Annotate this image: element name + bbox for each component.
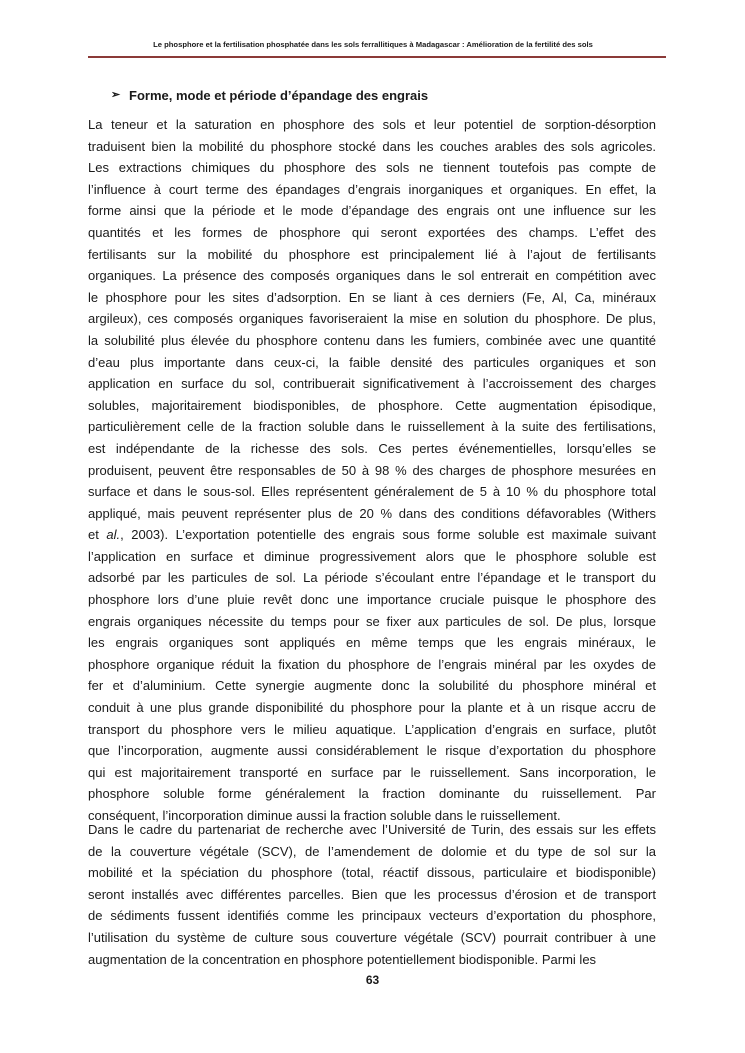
text-line: d’eau plus importante dans ceux-ci, la faible densité des particules organiques et son: [88, 354, 656, 370]
text-line: l’utilisation du système de culture sous couverture végétale (SCV) pourrait contribuer à une: [88, 929, 656, 945]
paragraph-2: [88, 819, 656, 970]
text-line: de sédiments fussent identifiés comme les principaux vecteurs d’exportation du phosphore,: [88, 908, 656, 924]
text-line: adsorbé par les particules de sol. La période s’écoulant entre l’épandage et le transport du: [88, 570, 656, 586]
text-line: l’application en surface et diminue progressivement alors que le phosphore soluble est: [88, 548, 656, 564]
paragraph-1: [88, 114, 656, 827]
text-line: quantités et les formes de phosphore qui seront exportées des champs. L’effet des: [88, 224, 656, 240]
text-line: surface et dans le sous-sol. Elles représentent généralement de 5 à 10 % du phosphore total: [88, 484, 656, 500]
text-line: de la couverture végétale (SCV), de l’amendement de dolomie et du type de sol sur la: [88, 843, 656, 859]
text-line: fer et d’aluminium. Cette synergie augmente donc la solubilité du phosphore minéral et: [88, 678, 656, 694]
text-line: mobilité et la spéciation du phosphore (total, réactif dissous, particulaire et biodisponible): [88, 865, 656, 881]
arrow-bullet-icon: ➢: [111, 89, 121, 101]
running-header: Le phosphore et la fertilisation phosphatée dans les sols ferrallitiques à Madagascar : Amélioration de la fertilité des sols: [153, 40, 593, 49]
text-line: fertilisants sur la mobilité du phosphore est principalement lié à l’ajout de fertilisants: [88, 246, 656, 262]
text-line: phosphore organique réduit la fixation du phosphore de l’engrais minéral par les oxydes de: [88, 656, 656, 672]
text-line: produisent, peuvent être responsables de 50 à 98 % des charges de phosphore mesurées en: [88, 462, 656, 478]
text-line: les engrais organiques sont appliqués en même temps que les engrais minéraux, le: [88, 635, 656, 651]
section-heading-text: Forme, mode et période d’épandage des engrais: [129, 88, 429, 103]
text-line: La teneur et la saturation en phosphore des sols et leur potentiel de sorption-désorption: [88, 117, 656, 132]
text-line: particulièrement celle de la fraction soluble dans le ruissellement à la suite des fertilisations,: [88, 419, 656, 435]
text-line: l’influence à court terme des épandages d’engrais inorganiques et organiques. En effet, la: [88, 181, 656, 197]
text-line: traduisent bien la mobilité du phosphore stocké dans les couches arables des sols agricoles.: [88, 138, 656, 154]
header-rule: [88, 56, 666, 58]
text-line: Les extractions chimiques du phosphore des sols ne tiennent toutefois pas compte de: [88, 160, 656, 176]
text-line: phosphore lors d’une pluie revêt donc une importance cruciale puisque le phosphore des: [88, 592, 656, 608]
text-line: augmentation de la concentration en phosphore potentiellement biodisponible. Parmi les: [88, 951, 597, 967]
text-line: conduit à une plus grande disponibilité du phosphore pour la plante et à un risque accru de: [88, 700, 656, 716]
text-line: seront installés avec différentes parcelles. Bien que les processus d’érosion et de transport: [88, 886, 656, 902]
section-heading: [111, 88, 428, 103]
text-line: le phosphore pour les sites d’adsorption. En se liant à ces derniers (Fe, Al, Ca, minéraux: [88, 289, 656, 305]
page-number: 63: [365, 973, 380, 987]
text-line: qui est majoritairement transporté en surface par le ruissellement. Sans incorporation, le: [88, 764, 656, 780]
text-line: engrais organiques nécessite du temps pour se fixer aux particules de sol. De plus, lorsque: [88, 613, 656, 629]
text-line: forme ainsi que la période et le mode d’épandage des engrais ont une influence sur les: [88, 203, 656, 219]
text-line: et al., 2003). L’exportation potentielle des engrais sous forme soluble est maximale suivant: [88, 527, 656, 543]
text-line: appliqué, mais peuvent représenter plus de 20 % dans des conditions défavorables (Withers: [88, 505, 656, 521]
text-line: conséquent, l’incorporation diminue aussi la fraction soluble dans le ruissellement.: [88, 808, 561, 823]
text-line: que l’incorporation, augmente aussi considérablement le risque d’exportation du phosphore: [88, 743, 656, 759]
text-line: est indépendante de la richesse des sols. Ces pertes événementielles, lorsqu’elles se: [88, 440, 656, 456]
text-line: argileux), ces composés organiques favoriseraient la mise en solution du phosphore. De plus,: [88, 311, 656, 327]
text-line: Dans le cadre du partenariat de recherche avec l’Université de Turin, des essais sur les effets: [88, 822, 656, 837]
text-line: application en surface du sol, contribuerait significativement à l’accroissement des charges: [88, 376, 656, 392]
text-line: organiques. La présence des composés organiques dans le sol entrerait en compétition avec: [88, 268, 656, 284]
text-line: la solubilité plus élevée du phosphore contenu dans les fumiers, combinée avec une quantité: [88, 332, 656, 348]
text-line: solubles, majoritairement biodisponibles, de phosphore. Cette augmentation épisodique,: [88, 397, 656, 413]
text-line: transport du phosphore vers le milieu aquatique. L’application d’engrais en surface, plutôt: [88, 721, 656, 737]
text-line: phosphore soluble forme généralement la fraction dominante du ruissellement. Par: [88, 786, 656, 802]
